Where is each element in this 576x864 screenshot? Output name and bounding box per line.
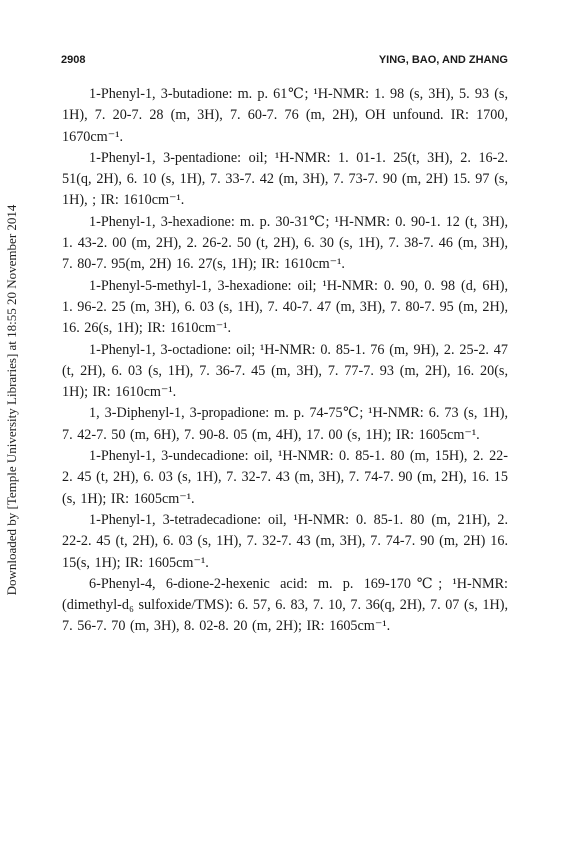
compound-entry-pentadione: 1-Phenyl-1, 3-pentadione: oil; ¹H-NMR: 1. 01-1. 25(t, 3H), 2. 16-2. 51(q, 2H), 6. 10 (s, 1H), 7. 33-7. 42 (m, 3H), 7. 73-7. 90 (m, 2H) 15. 97 (s, 1H), ; IR: 1610cm⁻¹. [62, 149, 508, 209]
compound-list [62, 84, 508, 638]
running-head: YING, BAO, AND ZHANG [378, 54, 508, 66]
compound-entry-tetradecadione: 1-Phenyl-1, 3-tetradecadione: oil, ¹H-NMR: 0. 85-1. 80 (m, 21H), 2. 22-2. 45 (t, 2H), 6. 03 (s, 1H), 7. 32-7. 43 (m, 3H), 7. 74-7. 90 (m, 2H) 16. 15(s, 1H); IR: 1605cm⁻¹. [62, 511, 508, 571]
compound-entry-methyl-hexadione: 1-Phenyl-5-methyl-1, 3-hexadione: oil; ¹H-NMR: 0. 90, 0. 98 (d, 6H), 1. 96-2. 25 (m, 3H), 6. 03 (s, 1H), 7. 40-7. 47 (m, 3H), 7. 80-7. 95 (m, 2H), 16. 26(s, 1H); IR: 1610cm⁻¹. [62, 277, 508, 337]
compound-entry-undecadione: 1-Phenyl-1, 3-undecadione: oil, ¹H-NMR: 0. 85-1. 80 (m, 15H), 2. 22-2. 45 (t, 2H), 6. 03 (s, 1H), 7. 32-7. 43 (m, 3H), 7. 74-7. 90 (m, 2H), 16. 15 (s, 1H); IR: 1605cm⁻¹. [62, 448, 508, 507]
compound-entry-butadione: 1-Phenyl-1, 3-butadione: m. p. 61℃; ¹H-NMR: 1. 98 (s, 3H), 5. 93 (s, 1H), 7. 20-7. 28 (m, 3H), 7. 60-7. 76 (m, 2H), OH unfound. IR: 1700, 1670cm⁻¹. [62, 86, 508, 145]
compound-entry-octadione: 1-Phenyl-1, 3-octadione: oil; ¹H-NMR: 0. 85-1. 76 (m, 9H), 2. 25-2. 47 (t, 2H), 6. 03 (s, 1H), 7. 36-7. 45 (m, 3H), 7. 77-7. 93 (m, 2H), 16. 20(s, 1H); IR: 1610cm⁻¹. [62, 341, 508, 401]
download-watermark-text: Downloaded by [Temple University Libraries] at 18:55 20 November 2014 [4, 204, 19, 596]
compound-entry-diphenyl-propadione: 1, 3-Diphenyl-1, 3-propadione: m. p. 74-75℃; ¹H-NMR: 6. 73 (s, 1H), 7. 42-7. 50 (m, 6H), 7. 90-8. 05 (m, 4H), 17. 00 (s, 1H); IR: 1605cm⁻¹. [62, 405, 508, 443]
compound-entry-hexenic-acid: 6-Phenyl-4, 6-dione-2-hexenic acid: m. p. 169-170℃; ¹H-NMR: (dimethyl-d₆ sulfoxide/TMS): 6. 57, 6. 83, 7. 10, 7. 36(q, 2H), 7. 07 (s, 1H), 7. 56-7. 70 (m, 3H), 8. 02-8. 20 (m, 2H); IR: 1605cm⁻¹. [62, 575, 508, 635]
page-number: 2908 [61, 54, 86, 66]
compound-entry-hexadione: 1-Phenyl-1, 3-hexadione: m. p. 30-31℃; ¹H-NMR: 0. 90-1. 12 (t, 3H), 1. 43-2. 00 (m, 2H), 2. 26-2. 50 (t, 2H), 6. 30 (s, 1H), 7. 38-7. 46 (m, 3H), 7. 80-7. 95(m, 2H) 16. 27(s, 1H); IR: 1610cm⁻¹. [62, 213, 508, 273]
download-watermark [2, 150, 22, 650]
